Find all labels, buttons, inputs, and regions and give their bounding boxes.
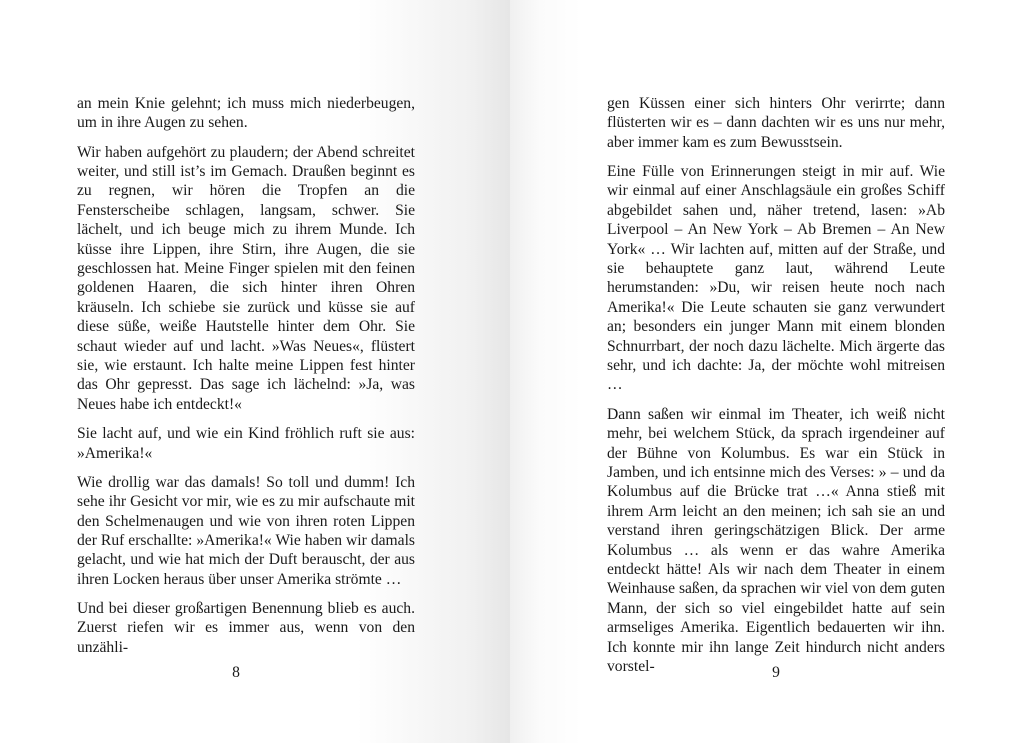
paragraph: Wie drollig war das damals! So toll und dumm! Ich sehe ihr Gesicht vor mir, wie es zu mir aufschaute mit den Schelmenaugen und wie von ihren roten Lippen der Ruf erschallte: »Amerika!« Wie haben wir damals gelacht, und wie hat mich der Duft berauscht, der aus ihren Locken heraus über unser Amerika strömte … <box>77 473 415 588</box>
paragraph: Wir haben aufgehört zu plaudern; der Abend schreitet weiter, und still ist’s im Gemach. Draußen beginnt es zu regnen, wir hören die Tropfen an die Fensterscheibe schlagen, langsam, schwer. Sie lächelt, und ich beuge mich zu ihrem Munde. Ich küsse ihre Lippen, ihre Stirn, ihre Augen, die sie geschlossen hat. Meine Finger spielen mit den feinen goldenen Haaren, die sich hinter ihren Ohren kräuseln. Ich schiebe sie zurück und küsse sie auf diese süße, weiße Hautstelle hinter dem Ohr. Sie schaut wieder auf und lacht. »Was Neues«, flüstert sie, wie erstaunt. Ich halte meine Lippen fest hinter das Ohr gepresst. Das sage ich lächelnd: »Ja, was Neues habe ich entdeckt!« <box>77 143 415 413</box>
right-page <box>510 0 1020 743</box>
paragraph: Eine Fülle von Erinnerungen steigt in mir auf. Wie wir einmal auf einer Anschlagsäule ein großes Schiff abgebildet sahen und, näher tretend, lasen: »Ab Liverpool – An New York – Ab Bremen – An New York« … Wir lachten auf, mitten auf der Straße, und sie behauptete ganz laut, während Leute herumstanden: »Du, wir reisen heute noch nach Amerika!« Die Leute schauten sie ganz verwundert an; besonders ein junger Mann mit einem blonden Schnurrbart, der noch dazu lächelte. Mich ärgerte das sehr, und ich dachte: Ja, der möchte wohl mitreisen … <box>607 163 945 394</box>
paragraph: Und bei dieser großartigen Benennung blieb es auch. Zuerst riefen wir es immer aus, wenn von den unzähli- <box>77 599 415 656</box>
paragraph: Sie lacht auf, und wie ein Kind fröhlich ruft sie aus: »Amerika!« <box>77 425 415 462</box>
page-number-right: 9 <box>772 664 780 681</box>
paragraph: an mein Knie gelehnt; ich muss mich niederbeugen, um in ihre Augen zu sehen. <box>77 95 415 132</box>
page-number-left: 8 <box>232 664 240 681</box>
right-page-text <box>607 94 945 686</box>
left-page-text <box>77 94 415 667</box>
paragraph: gen Küssen einer sich hinters Ohr verirrte; dann flüsterten wir es – dann dachten wir es uns nur mehr, aber immer kam es zum Bewusstsein. <box>607 95 945 151</box>
paragraph: Dann saßen wir einmal im Theater, ich weiß nicht mehr, bei welchem Stück, da sprach irgendeiner auf der Bühne von Kolumbus. Es war ein Stück in Jamben, und ich entsinne mich des Verses: » – und da Kolumbus auf die Brücke trat …« Anna stieß mit ihrem Arm leicht an den meinen; ich sah sie an und verstand ihren geringschätzigen Blick. Der arme Kolumbus … als wenn er das wahre Amerika entdeckt hätte! Als wir nach dem Theater in einem Weinhause saßen, da sprachen wir viel von dem guten Mann, der sich so viel eingebildet hatte auf sein armseliges Amerika. Eigentlich bedauerten wir ihn. Ich konnte mir ihn lange Zeit hindurch nicht anders vorstel- <box>607 405 945 675</box>
